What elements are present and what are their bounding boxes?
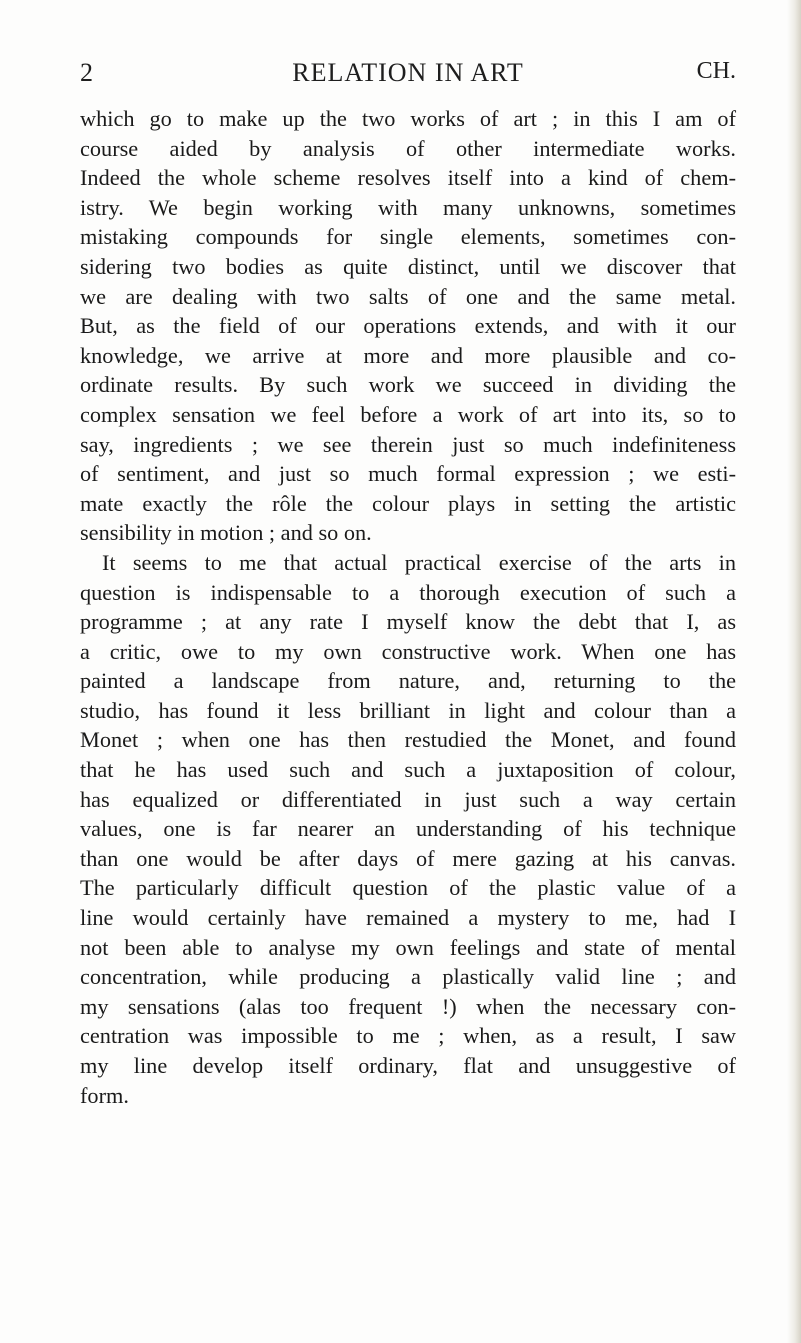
text-line: form. xyxy=(80,1082,129,1108)
chapter-mark: CH. xyxy=(696,58,736,84)
text-line: course aided by analysis of other intermediate works. xyxy=(80,135,736,161)
body-text xyxy=(80,104,736,1110)
text-line: istry. We begin working with many unknowns, sometimes xyxy=(80,194,736,220)
text-line: question is indispensable to a thorough execution of such a xyxy=(80,579,736,605)
text-line: has equalized or differentiated in just such a way certain xyxy=(80,786,736,812)
text-line: values, one is far nearer an understanding of his technique xyxy=(80,816,736,842)
text-line: Monet ; when one has then restudied the Monet, and found xyxy=(80,727,736,753)
page-number: 2 xyxy=(80,58,93,87)
text-line: knowledge, we arrive at more and more plausible and co- xyxy=(80,342,736,368)
text-line: sidering two bodies as quite distinct, until we discover that xyxy=(80,253,736,279)
text-line: mistaking compounds for single elements, sometimes con- xyxy=(80,224,736,250)
text-line: concentration, while producing a plastically valid line ; and xyxy=(80,964,736,990)
text-line: a critic, owe to my own constructive work. When one has xyxy=(80,638,736,664)
running-head xyxy=(80,58,736,98)
text-line: It seems to me that actual practical exercise of the arts in xyxy=(102,549,736,575)
text-line: centration was impossible to me ; when, as a result, I saw xyxy=(80,1023,736,1049)
text-line: mate exactly the rôle the colour plays in setting the artistic xyxy=(80,490,736,516)
page-edge-shadow xyxy=(787,0,801,1343)
text-line: painted a landscape from nature, and, returning to the xyxy=(80,668,736,694)
text-line: Indeed the whole scheme resolves itself into a kind of chem- xyxy=(80,165,736,191)
text-line: of sentiment, and just so much formal expression ; we esti- xyxy=(80,461,736,487)
text-line: line would certainly have remained a mystery to me, had I xyxy=(80,905,736,931)
text-line: than one would be after days of mere gazing at his canvas. xyxy=(80,845,736,871)
running-title: RELATION IN ART xyxy=(292,58,524,87)
text-line: But, as the field of our operations extends, and with it our xyxy=(80,313,736,339)
text-line: not been able to analyse my own feelings and state of mental xyxy=(80,934,736,960)
text-line: we are dealing with two salts of one and the same metal. xyxy=(80,283,736,309)
paragraph xyxy=(80,548,736,1110)
text-line: that he has used such and such a juxtaposition of colour, xyxy=(80,757,736,783)
paragraph xyxy=(80,104,736,548)
text-line: which go to make up the two works of art ; in this I am of xyxy=(80,106,736,131)
text-line: my line develop itself ordinary, flat and unsuggestive of xyxy=(80,1053,736,1078)
text-line: my sensations (alas too frequent !) when the necessary con- xyxy=(80,993,736,1019)
text-line: ordinate results. By such work we succeed in dividing the xyxy=(80,372,736,398)
text-line: programme ; at any rate I myself know the debt that I, as xyxy=(80,609,736,635)
text-line: sensibility in motion ; and so on. xyxy=(80,520,372,546)
text-line: The particularly difficult question of the plastic value of a xyxy=(80,875,736,901)
text-line: say, ingredients ; we see therein just so much indefiniteness xyxy=(80,431,736,457)
text-line: studio, has found it less brilliant in light and colour than a xyxy=(80,697,736,723)
text-line: complex sensation we feel before a work of art into its, so to xyxy=(80,401,736,427)
